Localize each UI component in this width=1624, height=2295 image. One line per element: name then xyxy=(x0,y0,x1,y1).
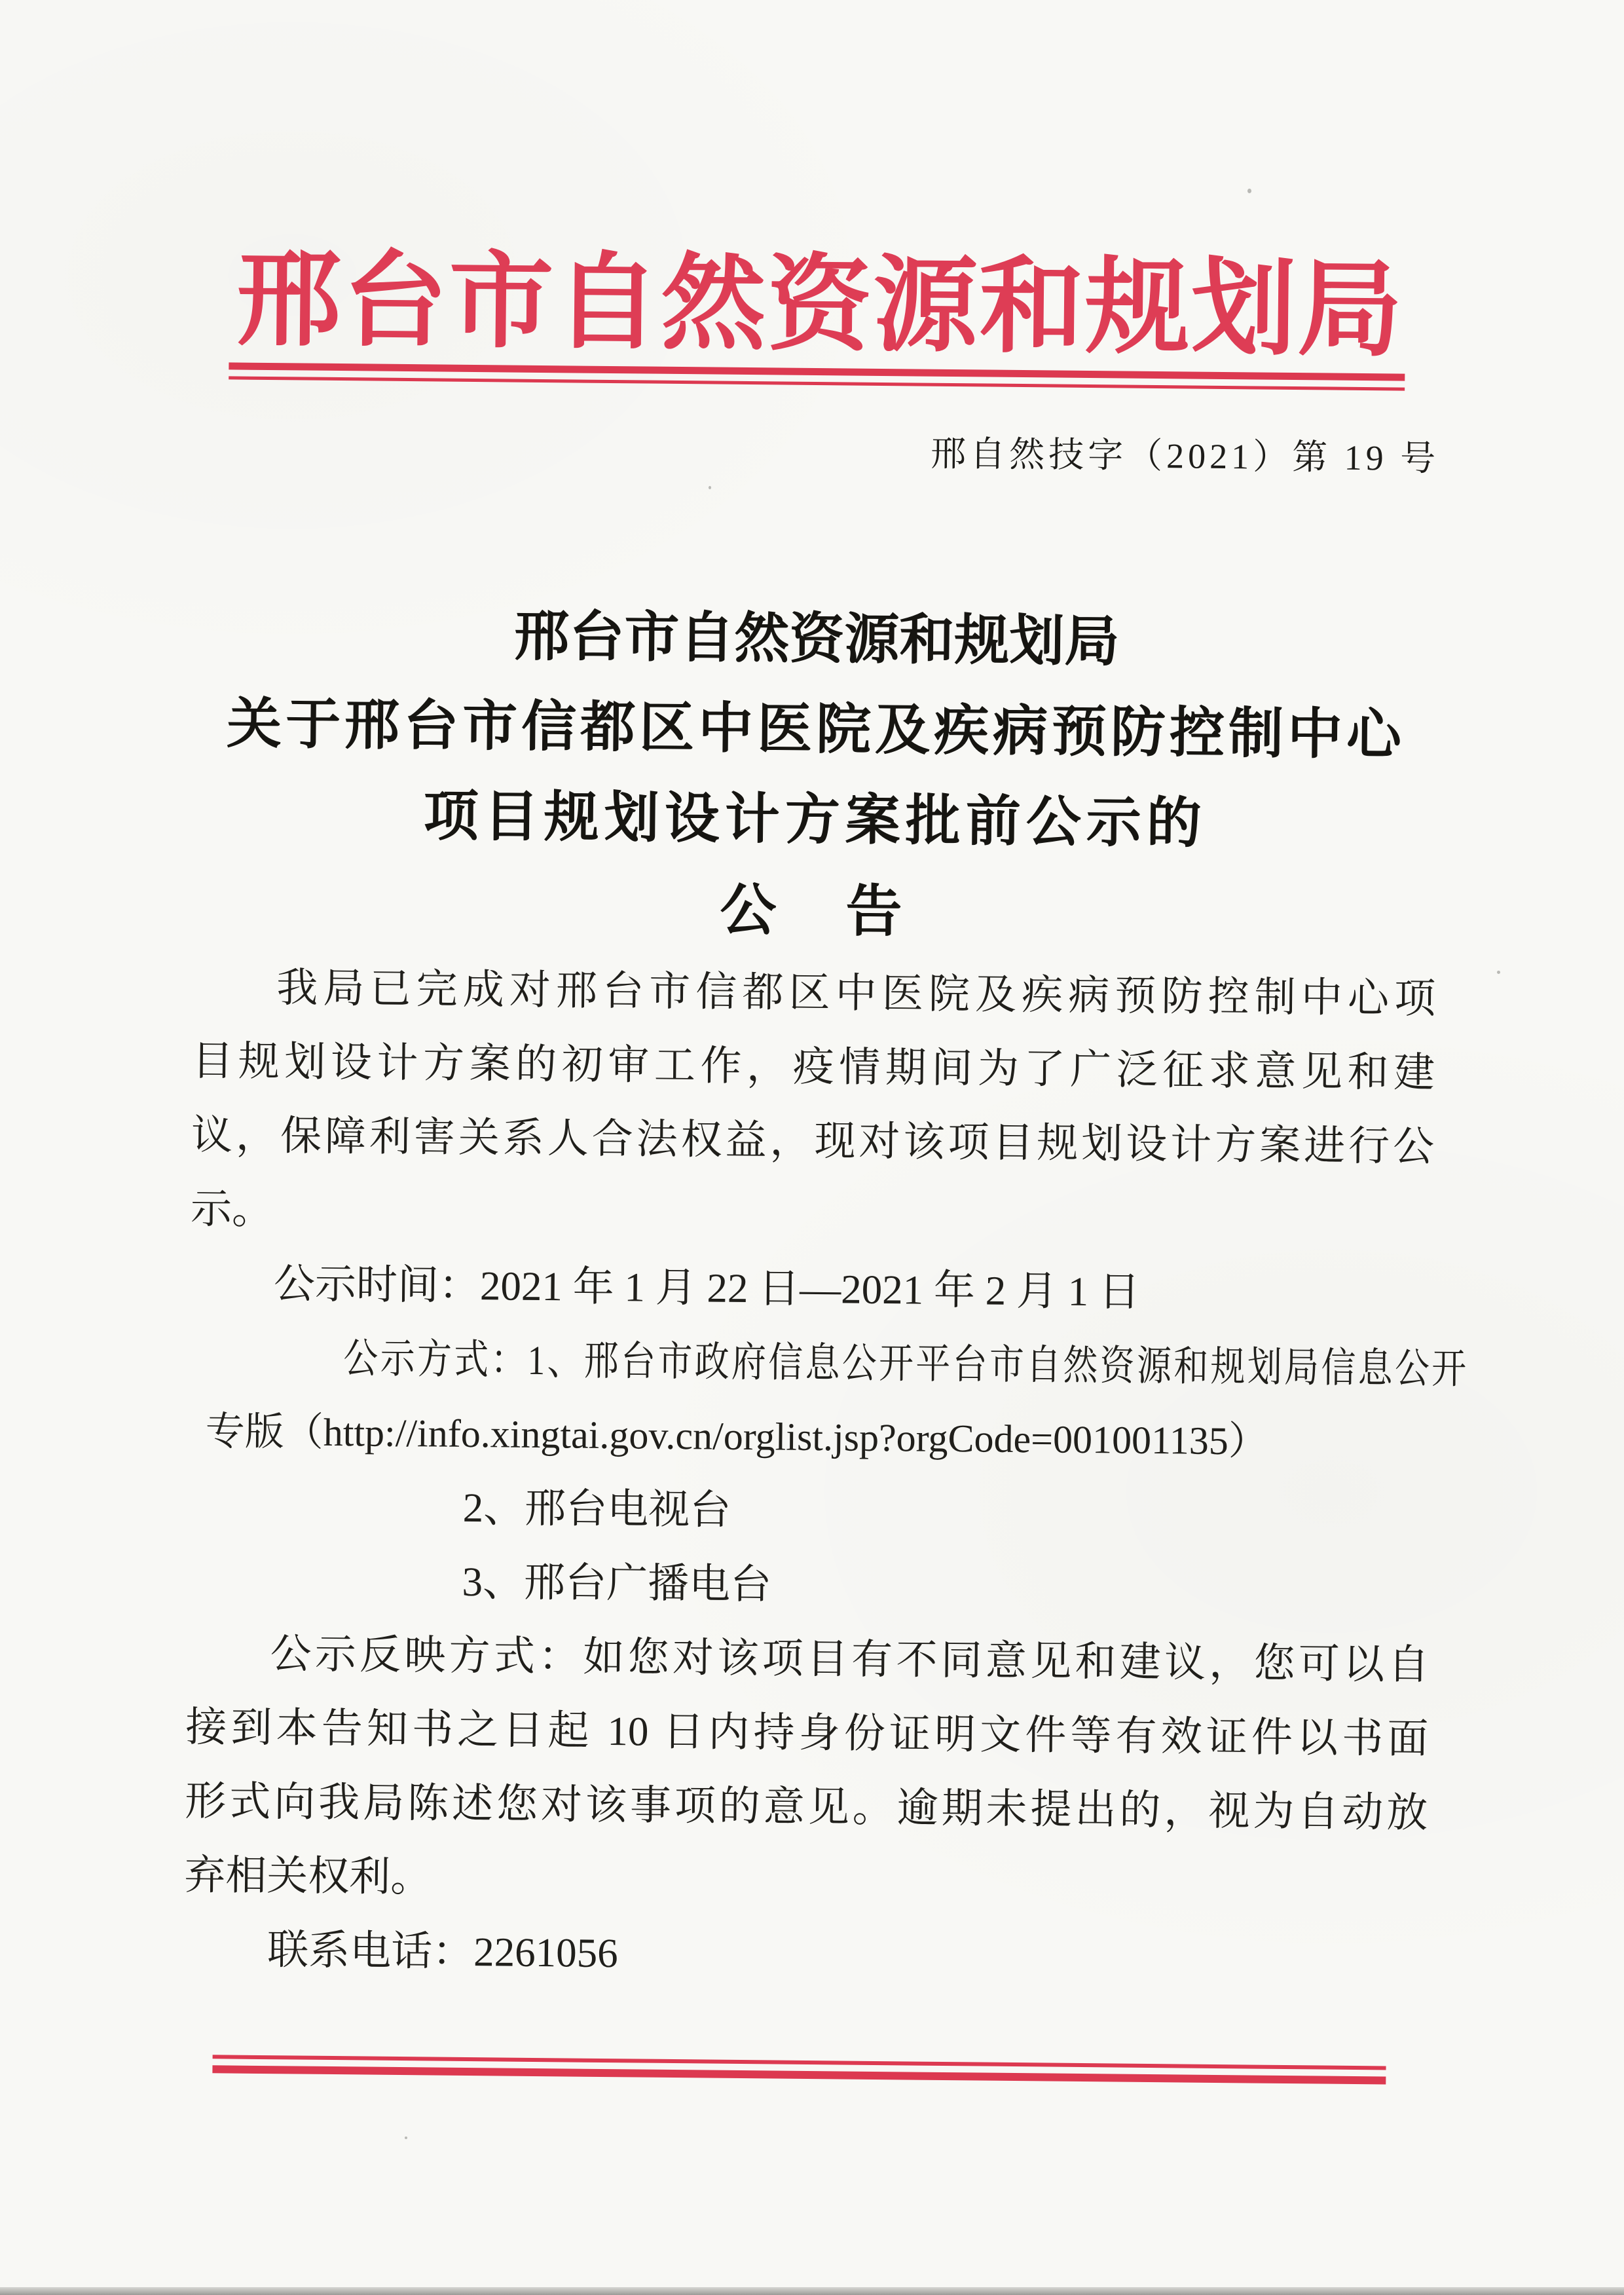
notice-title-line-3: 项目规划设计方案批前公示的 xyxy=(423,786,1208,855)
notice-title-line-4: 公 告 xyxy=(719,878,909,944)
body-line-feedback-3: 形式向我局陈述您对该事项的意见。逾期未提出的，视为自动放 xyxy=(185,1778,1428,1837)
paper-speck xyxy=(709,486,711,489)
scanner-bottom-edge xyxy=(0,2287,1624,2295)
body-line-method-2: 2、邢台电视台 xyxy=(462,1484,731,1533)
body-line-1: 我局已完成对邢台市信都区中医院及疾病预防控制中心项 xyxy=(276,965,1436,1022)
body-line-3: 议，保障利害关系人合法权益，现对该项目规划设计方案进行公 xyxy=(191,1111,1435,1170)
body-line-method-3: 3、邢台广播电台 xyxy=(462,1558,772,1608)
body-line-publicity-period: 公示时间：2021 年 1 月 22 日—2021 年 2 月 1 日 xyxy=(273,1261,1141,1315)
body-line-2: 目规划设计方案的初审工作，疫情期间为了广泛征求意见和建 xyxy=(191,1037,1435,1096)
body-line-feedback-1: 公示反映方式：如您对该项目有不同意见和建议，您可以自 xyxy=(270,1631,1430,1689)
body-line-url: 专版（http://info.xingtai.gov.cn/orglist.jsp?orgCode=001001135） xyxy=(205,1409,1268,1463)
document-number: 邢自然技字（2021）第 19 号 xyxy=(930,434,1440,479)
paper-speck xyxy=(1497,971,1500,974)
paper-speck xyxy=(405,2136,407,2139)
notice-title-line-2: 关于邢台市信都区中医院及疾病预防控制中心 xyxy=(226,694,1406,766)
paper-speck xyxy=(1247,189,1251,193)
body-line-feedback-2: 接到本告知书之日起 10 日内持身份证明文件等有效证件以书面 xyxy=(185,1704,1429,1763)
notice-body xyxy=(183,950,1469,1998)
body-line-4: 示。 xyxy=(190,1185,274,1233)
notice-title xyxy=(2,587,1624,964)
body-line-feedback-4: 弃相关权利。 xyxy=(183,1852,432,1901)
publicity-method-text: 公示方式：1、邢台市政府信息公开平台市自然资源和规划局信息公开 xyxy=(343,1335,1469,1392)
masthead-agency-title: 邢台市自然资源和规划局 xyxy=(236,241,1405,369)
notice-title-line-1: 邢台市自然资源和规划局 xyxy=(513,606,1120,673)
body-line-publicity-method xyxy=(189,1320,1469,1406)
body-line-contact-phone: 联系电话：2261056 xyxy=(267,1927,618,1977)
